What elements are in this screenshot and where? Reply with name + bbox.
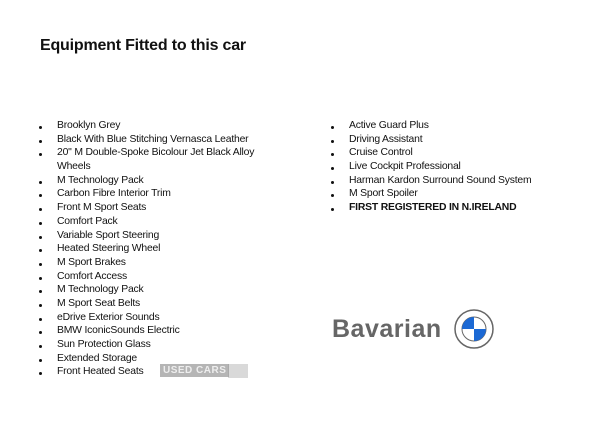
equipment-item: M Technology Pack: [39, 174, 289, 188]
equipment-item: Wheels: [57, 161, 91, 173]
equipment-item: Live Cockpit Professional: [331, 160, 581, 174]
dealer-logo: [332, 309, 494, 349]
equipment-item: Carbon Fibre Interior Trim: [39, 187, 289, 201]
equipment-item: Active Guard Plus: [331, 119, 581, 133]
equipment-item: Brooklyn Grey: [39, 119, 289, 133]
equipment-item: Black With Blue Stitching Vernasca Leather: [39, 133, 289, 147]
equipment-list-left: [39, 119, 289, 379]
equipment-item: M Sport Seat Belts: [39, 297, 289, 311]
equipment-item: M Sport Spoiler: [331, 187, 581, 201]
equipment-item: M Sport Brakes: [39, 256, 289, 270]
equipment-item: Harman Kardon Surround Sound System: [331, 174, 581, 188]
used-cars-watermark: USED CARS: [160, 364, 229, 377]
equipment-item: BMW IconicSounds Electric: [39, 324, 289, 338]
equipment-item: Heated Steering Wheel: [39, 242, 289, 256]
equipment-item: Front Heated Seats: [39, 365, 289, 379]
equipment-list-right: [331, 119, 581, 215]
watermark-shade: [228, 364, 248, 378]
bmw-roundel-icon: [454, 309, 494, 349]
page-title: Equipment Fitted to this car: [40, 37, 246, 54]
equipment-item: Comfort Access: [39, 270, 289, 284]
equipment-item: Front M Sport Seats: [39, 201, 289, 215]
equipment-item: eDrive Exterior Sounds: [39, 311, 289, 325]
equipment-item: Comfort Pack: [39, 215, 289, 229]
equipment-item: M Technology Pack: [39, 283, 289, 297]
equipment-item: Sun Protection Glass: [39, 338, 289, 352]
bavarian-logo-text: Bavarian: [332, 314, 442, 343]
equipment-item: Cruise Control: [331, 146, 581, 160]
equipment-item: Driving Assistant: [331, 133, 581, 147]
equipment-item: 20" M Double-Spoke Bicolour Jet Black Alloy: [39, 146, 289, 160]
equipment-item: Variable Sport Steering: [39, 229, 289, 243]
equipment-item: FIRST REGISTERED IN N.IRELAND: [331, 201, 581, 215]
equipment-item: Extended Storage: [39, 352, 289, 366]
